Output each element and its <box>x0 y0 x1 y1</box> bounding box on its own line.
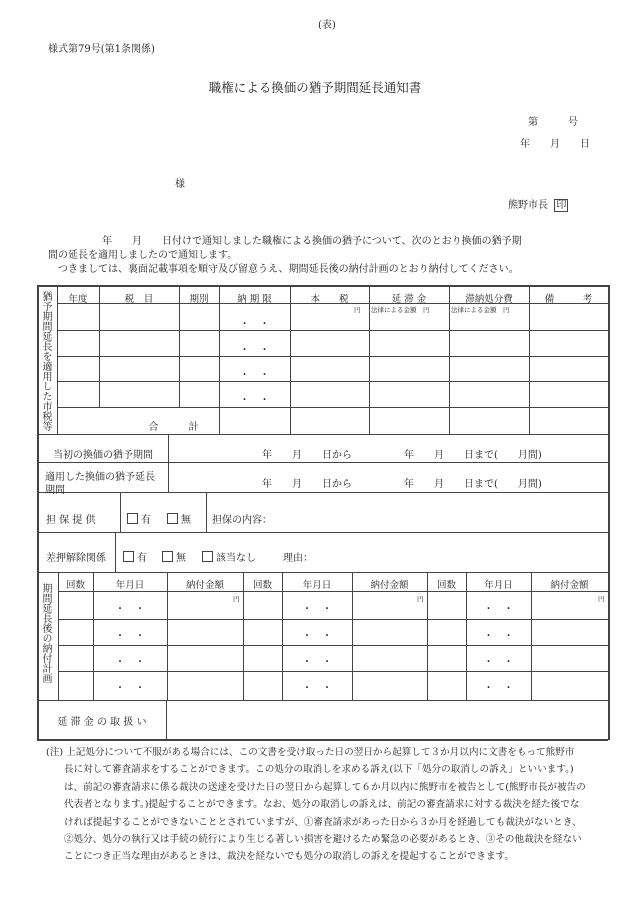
rule-line <box>120 492 121 532</box>
rule-line <box>57 407 608 408</box>
plan-header-cell: 回数 <box>252 580 272 591</box>
legal-note <box>46 744 586 866</box>
plan-header-cell: 年月日 <box>484 580 513 591</box>
rule-line <box>37 572 608 573</box>
initial-period-to: 年 月 日まで( 月間) <box>404 450 542 461</box>
note-line: (注) 上記処分について不服がある場合には、この文書を受け取った日の翌日から起算して３か月以内に文書をもって熊野市 <box>46 747 575 758</box>
applied-period-label-1: 適用した換価の猶予延長 <box>45 472 155 483</box>
rule-line <box>167 572 168 700</box>
rule-line <box>57 330 608 331</box>
th-late-charge: 延 滞 金 <box>391 294 427 305</box>
note-line: 長に対して審査請求をすることができます。この処分の取消しを求める訴え(以下「処分の取消しの訴え」といいます。) <box>64 764 574 776</box>
plan-unit: 円 <box>598 595 605 603</box>
checkbox-icon[interactable] <box>202 551 213 562</box>
plan-date-cell: ・ ・ <box>483 604 514 615</box>
th-year: 年度 <box>68 294 88 305</box>
issuer-name: 熊野市長 印 <box>508 200 567 211</box>
intro-line-1: 年 月 日付けで通知しました職権による換価の猶予について、次のとおり換価の猶予期 <box>102 236 522 247</box>
plan-date-cell: ・ ・ <box>115 631 145 642</box>
plan-header-cell: 回数 <box>65 580 85 591</box>
plan-header-cell: 回数 <box>436 580 456 591</box>
rule-line <box>243 572 244 700</box>
seizure-option-na[interactable]: 該当なし <box>202 549 256 564</box>
checkbox-icon[interactable] <box>127 513 138 524</box>
plan-header-cell: 納付金額 <box>185 580 224 591</box>
security-content-label: 担保の内容： <box>212 515 272 526</box>
th-period: 期別 <box>189 294 209 305</box>
document-date: 年 月 日 <box>520 139 590 150</box>
seizure-option-yes[interactable]: 有 <box>123 549 147 564</box>
rule-line <box>427 572 428 700</box>
plan-date-cell: ・ ・ <box>483 657 514 668</box>
seizure-option-no[interactable]: 無 <box>162 549 186 564</box>
rule-line <box>58 645 608 646</box>
rule-line <box>37 434 608 435</box>
seal-mark: 印 <box>556 200 567 211</box>
rule-line <box>206 492 207 532</box>
th-remarks: 備 考 <box>544 294 593 305</box>
intro-line-3: つきましては、裏面記載事項を順守及び留意うえ、期間延長後の納付計画のとおり納付してください。 <box>58 264 519 275</box>
form-number: 様式第79号(第1条関係) <box>48 44 155 55</box>
rule-line <box>115 532 116 572</box>
plan-header-cell: 年月日 <box>115 580 145 591</box>
plan-unit: 円 <box>233 595 240 603</box>
security-option-no[interactable]: 無 <box>167 511 191 526</box>
checkbox-icon[interactable] <box>162 551 173 562</box>
seizure-reason-label: 理由： <box>283 553 313 564</box>
rule-line <box>37 739 608 741</box>
rule-line <box>58 671 608 672</box>
applied-period-from: 年 月 日から <box>262 479 352 490</box>
note-line: ②処分、処分の執行又は手続の続行により生じる著しい損害を避けるため緊急の必要があるとき、③その他裁決を経ない <box>64 834 582 846</box>
th-principal: 本 税 <box>310 294 349 305</box>
rule-line <box>369 407 370 434</box>
applied-period-to: 年 月 日まで( 月間) <box>404 479 542 490</box>
security-option-yes[interactable]: 有 <box>127 511 151 526</box>
checkbox-icon[interactable] <box>123 551 134 562</box>
intro-line-2: 間の延長を適用しましたので通知します。 <box>48 250 238 261</box>
processing-fee-subheader: 法律による金額 円 <box>451 306 510 314</box>
initial-period-label: 当初の換価の猶予期間 <box>53 450 153 461</box>
th-due-date: 納 期 限 <box>237 294 272 305</box>
plan-date-cell: ・ ・ <box>115 683 145 694</box>
plan-unit: 円 <box>417 595 424 603</box>
due-date-row-2: ・ ・ <box>239 345 270 356</box>
plan-date-cell: ・ ・ <box>302 631 332 642</box>
th-tax-item: 税 目 <box>124 294 154 305</box>
plan-header-cell: 納付金額 <box>550 580 589 591</box>
plan-date-cell: ・ ・ <box>302 657 332 668</box>
th-processing-fee: 滞納処分費 <box>465 294 513 305</box>
document-number: 第 号 <box>528 117 578 128</box>
checkbox-icon[interactable] <box>167 513 178 524</box>
rule-line <box>58 572 59 700</box>
rule-line <box>449 407 450 434</box>
tax-side-label: 猶予期間延長を適用した市税等 <box>40 291 51 431</box>
total-label: 合 計 <box>148 422 199 433</box>
rule-line <box>58 591 608 592</box>
rule-line <box>290 407 291 434</box>
rule-line <box>37 285 608 287</box>
initial-period-from: 年 月 日から <box>262 450 352 461</box>
due-date-row-4: ・ ・ <box>239 395 270 406</box>
plan-side-label: 期間延長後の納付計画 <box>40 583 51 683</box>
rule-line <box>37 285 39 740</box>
plan-date-cell: ・ ・ <box>483 683 514 694</box>
due-date-row-1: ・ ・ <box>239 319 270 330</box>
rule-line <box>37 532 608 533</box>
side-label: (表) <box>318 20 336 31</box>
rule-line <box>58 619 608 620</box>
note-line: 代表者となります。)提起することができます。なお、処分の取消しの訴えは、前記の審査請求に対する裁決を経た後でな <box>64 799 580 811</box>
plan-date-cell: ・ ・ <box>115 604 145 615</box>
plan-header-cell: 年月日 <box>302 580 332 591</box>
rule-line <box>57 356 608 357</box>
note-line: は、前記の審査請求に係る裁決の送達を受けた日の翌日から起算して６か月以内に熊野市を被告として(熊野市長が被告の <box>64 781 586 793</box>
applied-period-label-2: 期間 <box>45 485 65 496</box>
plan-date-cell: ・ ・ <box>115 657 145 668</box>
plan-header-cell: 納付金額 <box>370 580 409 591</box>
principal-unit: 円 <box>354 306 361 314</box>
rule-line <box>57 381 608 382</box>
rule-line <box>529 407 530 434</box>
rule-line <box>352 572 353 700</box>
rule-line <box>608 285 610 740</box>
late-charge-subheader: 法律による金額 円 <box>371 306 430 314</box>
due-date-row-3: ・ ・ <box>239 370 270 381</box>
note-line: ことにつき正当な理由があるときは、裁決を経ないでも処分の取消しの訴えを提起することができます。 <box>64 851 514 863</box>
plan-date-cell: ・ ・ <box>302 604 332 615</box>
plan-date-cell: ・ ・ <box>302 683 332 694</box>
rule-line <box>37 462 608 463</box>
rule-line <box>531 572 532 700</box>
rule-line <box>166 700 167 740</box>
rule-line <box>37 492 608 493</box>
seizure-label: 差押解除関係 <box>46 553 106 564</box>
plan-date-cell: ・ ・ <box>483 631 514 642</box>
late-handling-label: 延 滞 金 の 取 扱 い <box>57 717 147 728</box>
security-label: 担 保 提 供 <box>46 515 96 526</box>
rule-line <box>168 434 169 492</box>
addressee-suffix: 様 <box>175 179 185 190</box>
document-title: 職権による換価の猶予期間延長通知書 <box>208 80 422 95</box>
note-line: ければ提起することができないこととされていますが、①審査請求があった日から３か月を経過しても裁決がないとき、 <box>64 816 582 828</box>
rule-line <box>37 700 608 701</box>
